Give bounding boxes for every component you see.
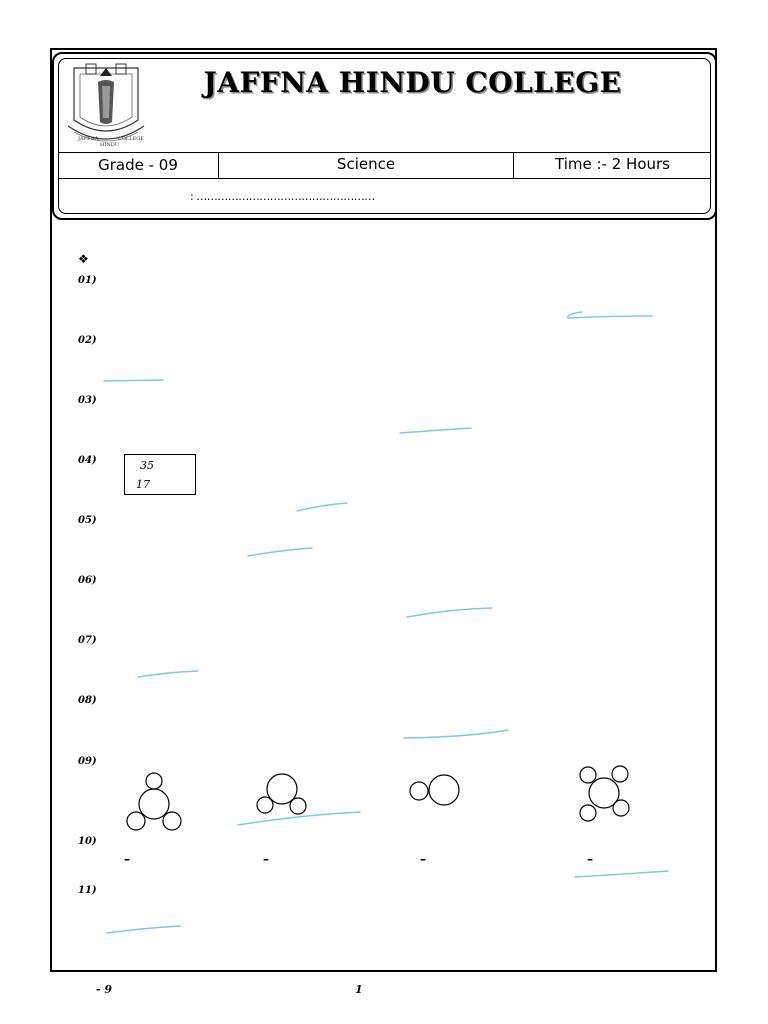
molecule-label-1: – [124, 852, 130, 866]
molecule-label-3: – [420, 852, 426, 866]
question-number-11: 11) [78, 885, 97, 896]
subject-cell: Science [219, 153, 514, 178]
question-number-03: 03) [78, 395, 97, 406]
question-number-05: 05) [78, 515, 97, 526]
svg-text:HINDU: HINDU [100, 142, 119, 148]
footer-grade: - 9 [96, 983, 113, 996]
question-number-04: 04) [78, 455, 97, 466]
question-number-10: 10) [78, 836, 97, 847]
molecule-diagram-1 [127, 773, 181, 830]
question-number-06: 06) [78, 575, 97, 586]
question-number-07: 07) [78, 635, 97, 646]
name-field-line[interactable]: : …………………………………………… [190, 190, 375, 203]
instruction-bullet-icon: ❖ [78, 252, 89, 266]
grade-cell: Grade - 09 [58, 153, 219, 178]
atomic-number: 17 [136, 478, 150, 491]
molecule-diagram-4 [580, 766, 629, 821]
molecule-diagram-3 [410, 775, 459, 805]
mass-number: 35 [140, 459, 154, 472]
molecule-label-2: – [263, 852, 269, 866]
svg-text:COLLEGE: COLLEGE [118, 136, 144, 142]
molecule-label-4: – [587, 852, 593, 866]
question-number-01: 01) [78, 275, 97, 286]
question-number-09: 09) [78, 756, 97, 767]
time-cell: Time :- 2 Hours [555, 155, 670, 173]
pen-answer-strokes [104, 312, 668, 933]
page-number: 1 [355, 983, 363, 996]
svg-text:JAFFNA: JAFFNA [78, 136, 99, 142]
question-number-02: 02) [78, 335, 97, 346]
college-title: JAFFNA HINDU COLLEGE [203, 66, 622, 99]
question-number-08: 08) [78, 695, 97, 706]
molecule-diagram-2 [257, 774, 306, 814]
